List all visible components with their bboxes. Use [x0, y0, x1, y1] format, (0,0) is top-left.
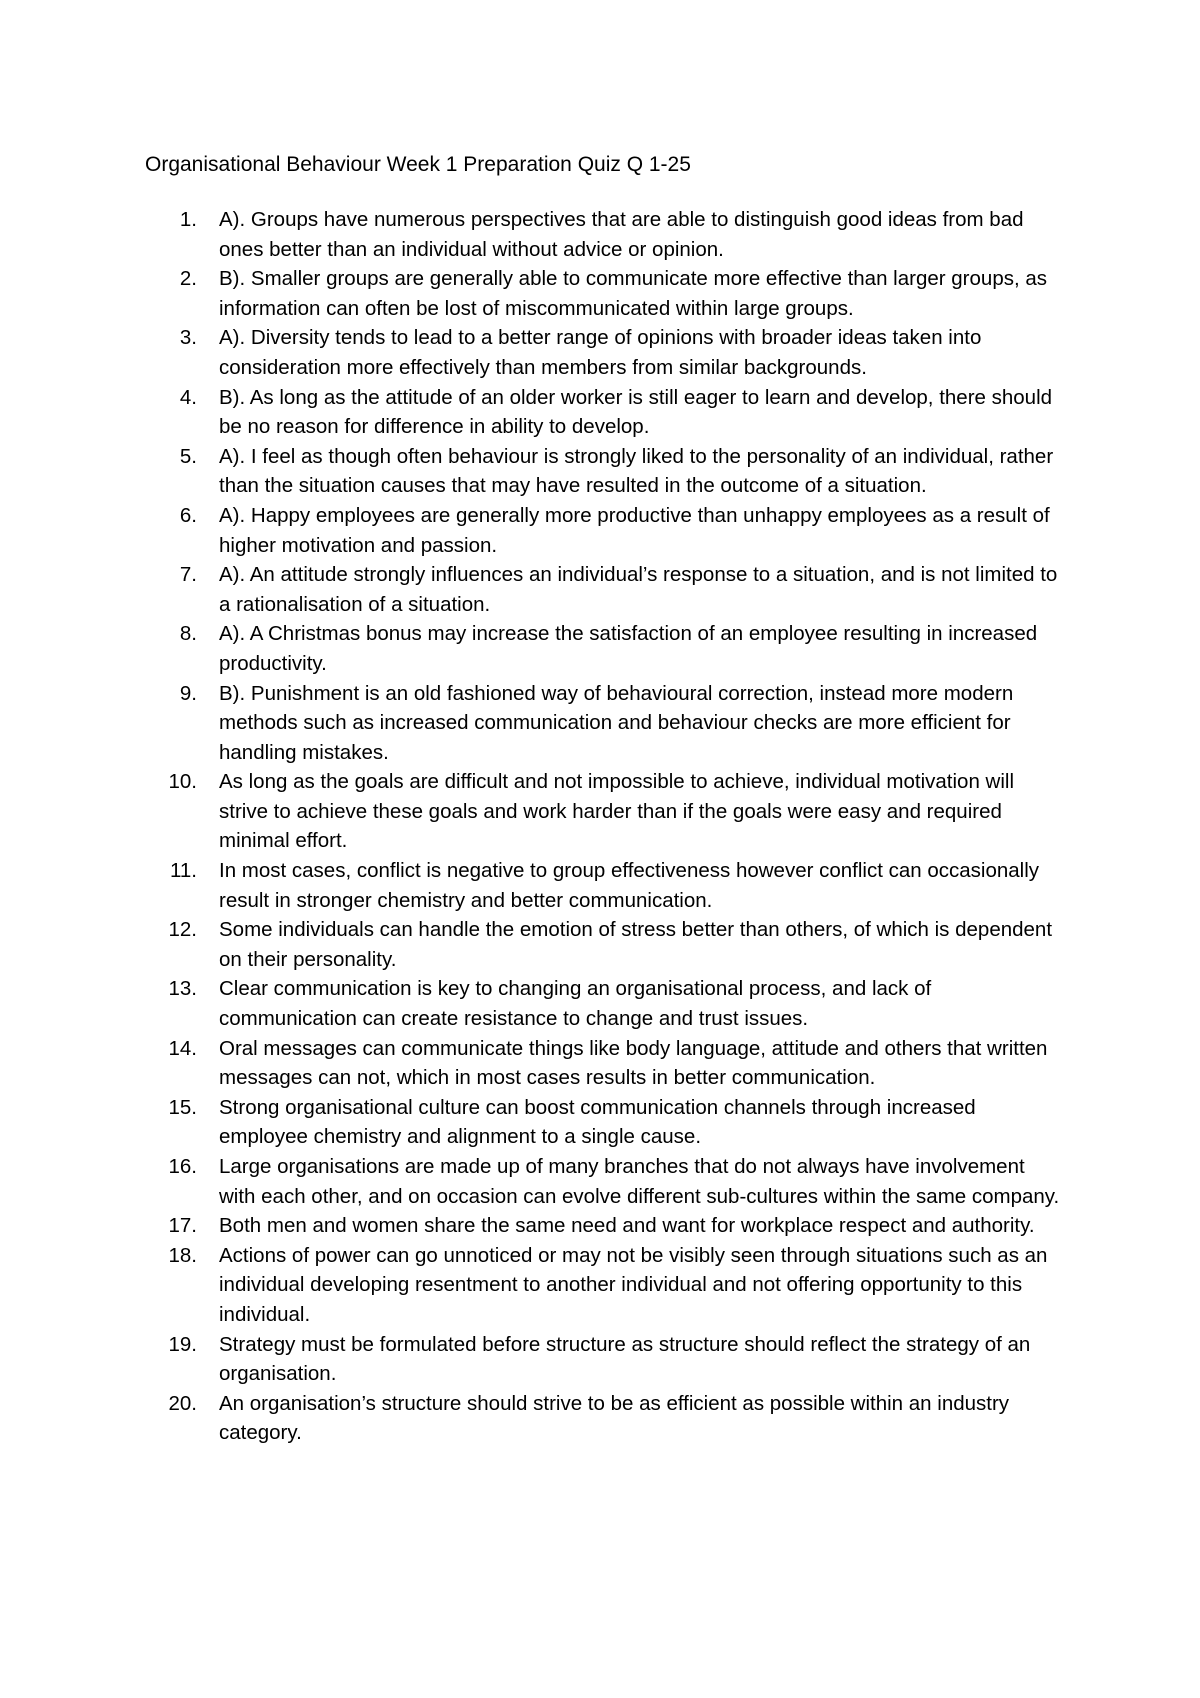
item-number: 5. [179, 444, 197, 468]
item-number: 20. [168, 1391, 197, 1415]
list-item [145, 1152, 1065, 1211]
list-item [145, 1330, 1065, 1389]
item-number: 19. [168, 1332, 197, 1356]
list-item [145, 767, 1065, 856]
item-text: A). I feel as though often behaviour is strongly liked to the personality of an individual, rather than the situation causes that may have resulted in the outcome of a situation. [219, 444, 1054, 498]
list-item [145, 856, 1065, 915]
list-item [145, 323, 1065, 382]
item-number: 12. [168, 918, 197, 942]
list-item [145, 679, 1065, 768]
answer-list [145, 205, 1065, 1448]
item-text: B). As long as the attitude of an older worker is still eager to learn and develop, there should be no reason for difference in ability to develop. [219, 385, 1053, 439]
list-item [145, 619, 1065, 678]
list-item [145, 1093, 1065, 1152]
item-text: Actions of power can go unnoticed or may not be visibly seen through situations such as an individual developing resentment to another individual and not offering opportunity to this individual. [219, 1243, 1048, 1326]
item-number: 2. [179, 267, 197, 291]
item-text: A). An attitude strongly influences an individual’s response to a situation, and is not limited to a rationalisation of a situation. [219, 563, 1058, 616]
item-text: In most cases, conflict is negative to group effectiveness however conflict can occasionally result in stronger chemistry and better communication. [219, 859, 1040, 912]
item-number: 1. [179, 208, 197, 231]
item-text: Oral messages can communicate things like body language, attitude and others that written messages can not, which in most cases results in better communication. [219, 1036, 1048, 1090]
list-item [145, 1389, 1065, 1448]
item-number: 16. [168, 1155, 197, 1178]
item-text: A). Groups have numerous perspectives that are able to distinguish good ideas from bad ones better than an individual without advice or opinion. [219, 208, 1024, 261]
list-item [145, 205, 1065, 264]
list-item [145, 383, 1065, 442]
item-text: Strong organisational culture can boost communication channels through increased employee chemistry and alignment to a single cause. [219, 1095, 976, 1149]
item-text: Strategy must be formulated before structure as structure should reflect the strategy of an organisation. [219, 1332, 1031, 1386]
item-text: A). A Christmas bonus may increase the satisfaction of an employee resulting in increased productivity. [219, 622, 1038, 675]
list-item [145, 974, 1065, 1033]
item-number: 8. [179, 622, 197, 646]
item-number: 11. [170, 859, 197, 883]
item-text: A). Happy employees are generally more productive than unhappy employees as a result of higher motivation and passion. [219, 503, 1050, 557]
item-number: 17. [168, 1214, 197, 1238]
list-item [145, 1211, 1065, 1241]
item-number: 15. [168, 1095, 197, 1119]
list-item [145, 915, 1065, 974]
item-text: Clear communication is key to changing an organisational process, and lack of communication can create resistance to change and trust issues. [219, 977, 932, 1031]
item-text: B). Punishment is an old fashioned way of behavioural correction, instead more modern methods such as increased communication and behaviour checks are more efficient for handling mistakes. [219, 681, 1014, 764]
item-text: Some individuals can handle the emotion of stress better than others, of which is dependent on their personality. [219, 918, 1053, 971]
list-item [145, 560, 1065, 619]
item-text: Large organisations are made up of many branches that do not always have involvement with each other, and on occasion can evolve different sub-cultures within the same company. [219, 1155, 1060, 1208]
item-text: B). Smaller groups are generally able to communicate more effective than larger groups, as information can often be lost of miscommunicated within large groups. [219, 267, 1048, 320]
list-item [145, 1241, 1065, 1330]
item-text: Both men and women share the same need and want for workplace respect and authority. [219, 1214, 1035, 1238]
item-number: 3. [179, 326, 197, 350]
list-item [145, 264, 1065, 323]
item-number: 18. [168, 1243, 197, 1267]
item-number: 10. [168, 770, 197, 794]
item-text: As long as the goals are difficult and not impossible to achieve, individual motivation will strive to achieve these goals and work harder than if the goals were easy and required minimal effort. [219, 770, 1015, 853]
item-number: 6. [179, 503, 197, 527]
item-number: 9. [179, 681, 197, 705]
item-number: 7. [179, 563, 197, 587]
list-item [145, 442, 1065, 501]
list-item [145, 1034, 1065, 1093]
list-item [145, 501, 1065, 560]
item-text: An organisation’s structure should strive to be as efficient as possible within an industry category. [219, 1391, 1010, 1445]
item-number: 13. [168, 977, 197, 1001]
item-text: A). Diversity tends to lead to a better range of opinions with broader ideas taken into consideration more effectively than members from similar backgrounds. [219, 326, 982, 379]
document-title: Organisational Behaviour Week 1 Preparation Quiz Q 1-25 [145, 153, 691, 176]
item-number: 4. [179, 385, 197, 409]
item-number: 14. [168, 1036, 197, 1060]
